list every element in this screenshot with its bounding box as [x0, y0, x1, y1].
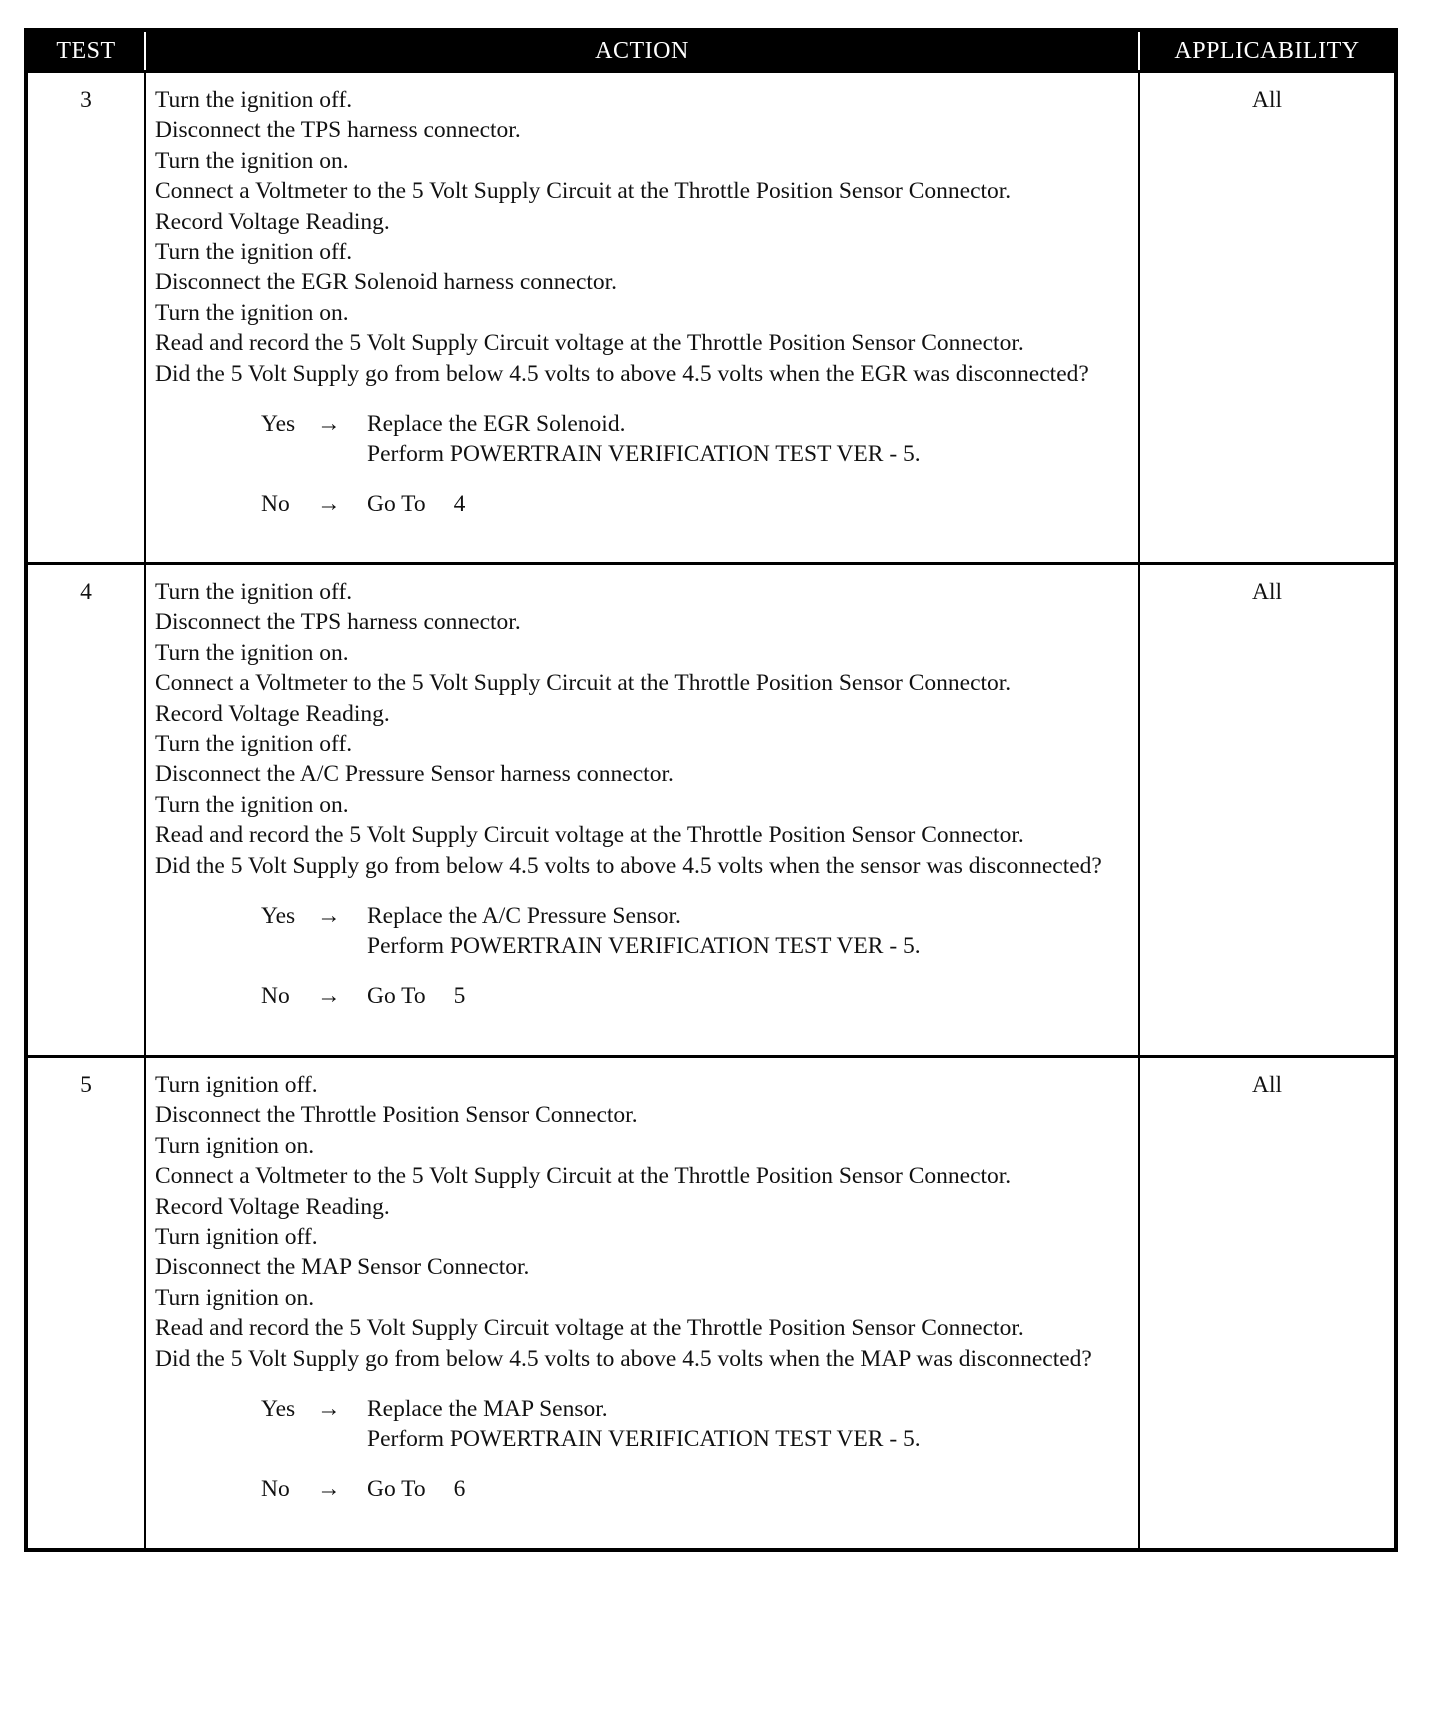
- diagnostic-test-sheet: [24, 28, 1394, 1552]
- yes-action: [367, 1394, 1130, 1454]
- action-line: Disconnect the TPS harness connector.: [155, 117, 521, 144]
- no-action: [367, 489, 1130, 519]
- action-line: Disconnect the A/C Pressure Sensor harness connector.: [155, 761, 674, 788]
- test-action-cell: [145, 564, 1139, 1057]
- no-label: No: [261, 983, 290, 1010]
- yes-branch: [261, 409, 1130, 469]
- action-line: Turn the ignition off.: [155, 87, 353, 113]
- applicability-value: All: [1139, 564, 1396, 1057]
- action-line: Turn ignition on.: [155, 1132, 315, 1159]
- test-number: 4: [26, 564, 145, 1057]
- action-line: Read and record the 5 Volt Supply Circuit voltage at the Throttle Position Sensor Connector.: [155, 330, 1024, 357]
- action-line: Disconnect the EGR Solenoid harness connector.: [155, 269, 618, 296]
- yes-action-line: Replace the A/C Pressure Sensor.: [367, 903, 681, 930]
- yes-action: [367, 409, 1130, 469]
- test-action-cell: [145, 72, 1139, 564]
- test-row-4: [26, 564, 1396, 1057]
- yes-action-line: Replace the EGR Solenoid.: [367, 411, 626, 438]
- action-line: Turn ignition off.: [155, 1224, 318, 1251]
- diagnostic-test-table: [24, 28, 1398, 1552]
- no-label: No: [261, 1476, 290, 1503]
- action-line: Turn the ignition on.: [155, 147, 349, 174]
- goto-target: 5: [453, 983, 466, 1010]
- no-branch: [261, 981, 1130, 1011]
- goto-text: Go To: [367, 1476, 426, 1503]
- action-line: Read and record the 5 Volt Supply Circuit voltage at the Throttle Position Sensor Connector.: [155, 1315, 1024, 1342]
- action-line: Record Voltage Reading.: [155, 1193, 390, 1220]
- test-row-3: [26, 72, 1396, 564]
- applicability-value: All: [1139, 72, 1396, 564]
- no-action: [367, 1474, 1130, 1504]
- yes-action-line: Perform POWERTRAIN VERIFICATION TEST VER - 5.: [367, 441, 921, 468]
- arrow-right-icon: →: [317, 411, 341, 438]
- no-branch: [261, 1474, 1130, 1504]
- header-test: TEST: [26, 30, 145, 72]
- action-line: Record Voltage Reading.: [155, 700, 390, 727]
- no-branch: [261, 489, 1130, 519]
- action-line: Turn the ignition on.: [155, 639, 349, 666]
- arrow-right-icon: →: [317, 1476, 341, 1503]
- goto-text: Go To: [367, 491, 426, 518]
- yes-label: Yes: [261, 1396, 296, 1423]
- action-line: Connect a Voltmeter to the 5 Volt Supply Circuit at the Throttle Position Sensor Connector.: [155, 670, 1012, 697]
- yes-action-line: Replace the MAP Sensor.: [367, 1396, 608, 1423]
- action-question: Did the 5 Volt Supply go from below 4.5 volts to above 4.5 volts when the MAP was disconnected?: [155, 1345, 1092, 1372]
- applicability-value: All: [1139, 1057, 1396, 1550]
- action-line: Connect a Voltmeter to the 5 Volt Supply Circuit at the Throttle Position Sensor Connector.: [155, 1163, 1012, 1190]
- goto-target: 6: [453, 1476, 466, 1503]
- action-line: Disconnect the Throttle Position Sensor Connector.: [155, 1102, 638, 1129]
- action-line: Turn the ignition on.: [155, 791, 349, 818]
- yes-label: Yes: [261, 411, 296, 438]
- header-applicability: APPLICABILITY: [1139, 30, 1396, 72]
- action-line: Turn ignition off.: [155, 1072, 318, 1098]
- arrow-right-icon: →: [317, 1396, 341, 1423]
- header-action: ACTION: [145, 30, 1139, 72]
- goto-target: 4: [453, 491, 466, 518]
- table-header-row: [26, 30, 1396, 72]
- arrow-right-icon: →: [317, 983, 341, 1010]
- test-number: 3: [26, 72, 145, 564]
- test-action-cell: [145, 1057, 1139, 1550]
- action-line: Record Voltage Reading.: [155, 208, 390, 235]
- action-line: Disconnect the MAP Sensor Connector.: [155, 1254, 530, 1281]
- yes-branch: [261, 1394, 1130, 1454]
- yes-action: [367, 901, 1130, 961]
- no-action: [367, 981, 1130, 1011]
- action-question: Did the 5 Volt Supply go from below 4.5 volts to above 4.5 volts when the EGR was disconnected?: [155, 360, 1089, 387]
- action-line: Turn the ignition off.: [155, 731, 353, 758]
- arrow-right-icon: →: [317, 491, 341, 518]
- action-line: Read and record the 5 Volt Supply Circuit voltage at the Throttle Position Sensor Connector.: [155, 822, 1024, 849]
- test-number: 5: [26, 1057, 145, 1550]
- yes-action-line: Perform POWERTRAIN VERIFICATION TEST VER - 5.: [367, 933, 921, 960]
- action-line: Turn the ignition off.: [155, 239, 353, 266]
- action-question: Did the 5 Volt Supply go from below 4.5 volts to above 4.5 volts when the sensor was disconnected?: [155, 852, 1102, 879]
- action-line: Turn the ignition off.: [155, 579, 353, 605]
- action-line: Turn the ignition on.: [155, 299, 349, 326]
- action-line: Disconnect the TPS harness connector.: [155, 609, 521, 636]
- test-row-5: [26, 1057, 1396, 1550]
- yes-branch: [261, 901, 1130, 961]
- yes-action-line: Perform POWERTRAIN VERIFICATION TEST VER - 5.: [367, 1426, 921, 1453]
- action-line: Connect a Voltmeter to the 5 Volt Supply Circuit at the Throttle Position Sensor Connector.: [155, 178, 1012, 205]
- action-line: Turn ignition on.: [155, 1284, 315, 1311]
- arrow-right-icon: →: [317, 903, 341, 930]
- no-label: No: [261, 491, 290, 518]
- yes-label: Yes: [261, 903, 296, 930]
- goto-text: Go To: [367, 983, 426, 1010]
